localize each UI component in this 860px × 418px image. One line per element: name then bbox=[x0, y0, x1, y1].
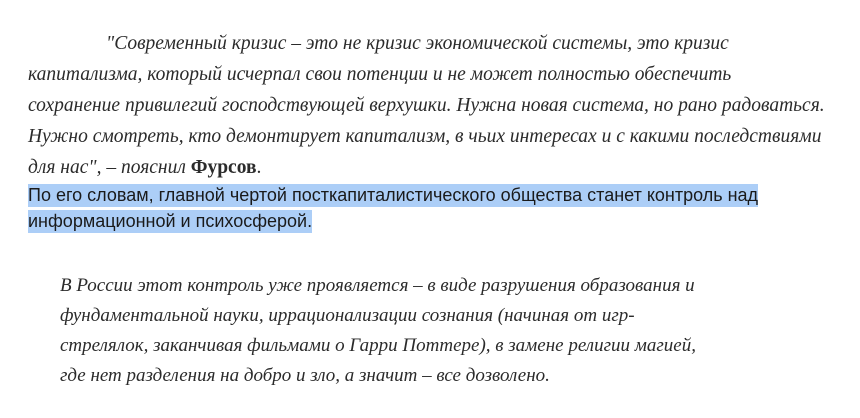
indented-quote-paragraph: В России этот контроль уже проявляется – в виде разрушения образования и фундаментальной науки, иррационализации сознания (начиная от игр-стрелялок, заканчивая фильмами о Гарри Поттере), в замене религии магией, где нет разделения на добро и зло, а значит – все дозволено. bbox=[60, 275, 696, 386]
quote-trailing-punctuation: . bbox=[256, 156, 262, 178]
lead-quote-text: "Современный кризис – это не кризис экономической системы, это кризис капитализма, который исчерпал свои потенции и не может полностью обеспечить сохранение привилегий господствующей верхушки. Нужна новая система, но рано радоваться. Нужно смотреть, кто демонтирует капитализм, в чьих интересах и с какими последствиями для нас", – пояснил bbox=[28, 32, 825, 178]
lead-quote-paragraph bbox=[28, 28, 828, 183]
highlighted-paragraph[interactable] bbox=[28, 182, 834, 234]
quote-author-name: Фурсов bbox=[190, 156, 257, 178]
selected-text[interactable]: По его словам, главной чертой посткапиталистического общества станет контроль над информационной и психосферой. bbox=[28, 185, 759, 231]
